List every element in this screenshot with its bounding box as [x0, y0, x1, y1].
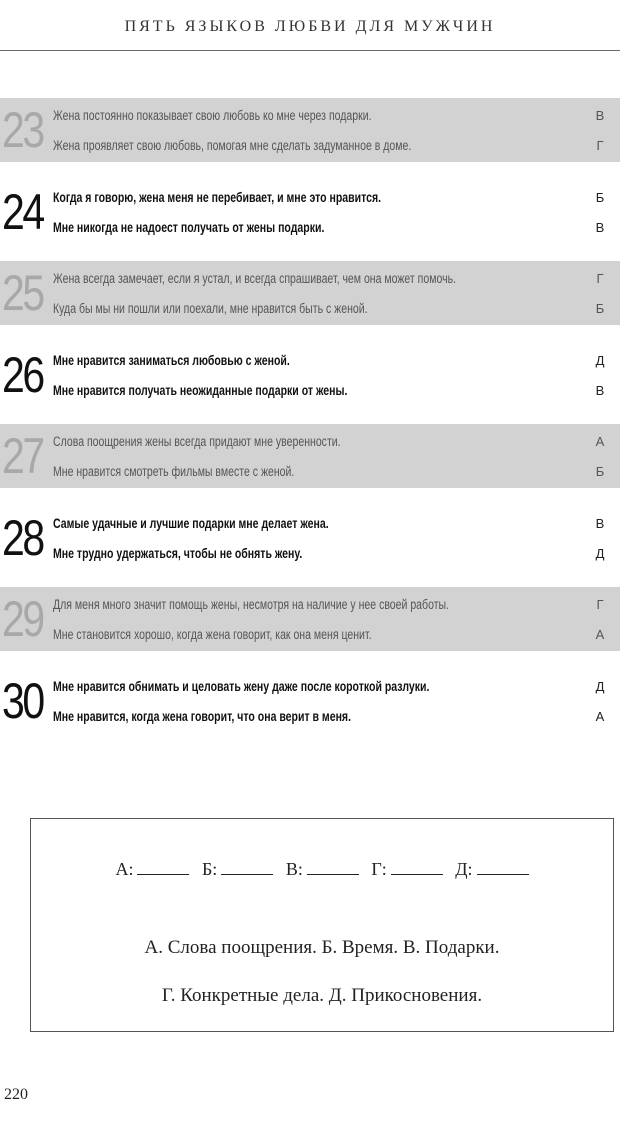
- question-number: 29: [2, 591, 43, 647]
- tally-d-blank[interactable]: [477, 860, 529, 875]
- category-letter-1: А: [595, 434, 605, 449]
- statement-option-2[interactable]: Куда бы мы ни пошли или поехали, мне нравится быть с женой.: [53, 301, 368, 316]
- tally-g-blank[interactable]: [391, 860, 443, 875]
- running-header: ПЯТЬ ЯЗЫКОВ ЛЮБВИ ДЛЯ МУЖЧИН: [124, 18, 496, 35]
- statement-option-1[interactable]: Мне нравится заниматься любовью с женой.: [53, 353, 290, 368]
- question-number: 28: [2, 510, 43, 566]
- question-number: 27: [2, 428, 43, 484]
- question-number: 26: [2, 347, 43, 403]
- question-23: [0, 98, 620, 162]
- question-28: [0, 506, 620, 570]
- category-letter-1: В: [595, 516, 605, 531]
- statement-option-2[interactable]: Мне становится хорошо, когда жена говорит, как она меня ценит.: [53, 627, 372, 642]
- category-letter-2: А: [595, 627, 605, 642]
- category-letter-2: А: [595, 709, 605, 724]
- category-letter-2: В: [595, 220, 605, 235]
- category-letter-1: Д: [595, 679, 605, 694]
- category-letter-1: Б: [595, 190, 605, 205]
- question-number: 24: [2, 184, 43, 240]
- statement-option-1[interactable]: Жена постоянно показывает свою любовь ко мне через подарки.: [53, 108, 372, 123]
- category-letter-2: Б: [595, 464, 605, 479]
- question-number: 30: [2, 673, 43, 729]
- statement-option-1[interactable]: Для меня много значит помощь жены, несмотря на наличие у нее своей работы.: [53, 597, 450, 612]
- tally-v: [286, 859, 359, 880]
- statement-option-1[interactable]: Слова поощрения жены всегда придают мне уверенности.: [53, 434, 341, 449]
- tally-a-blank[interactable]: [137, 860, 189, 875]
- question-number: 25: [2, 265, 43, 321]
- category-letter-2: Г: [596, 138, 604, 153]
- statement-option-2[interactable]: Мне нравится получать неожиданные подарки от жены.: [53, 383, 348, 398]
- tally-b-label: Б:: [201, 859, 218, 879]
- tally-d-label: Д:: [455, 859, 473, 879]
- question-25: [0, 261, 620, 325]
- tally-v-blank[interactable]: [307, 860, 359, 875]
- statement-option-1[interactable]: Мне нравится обнимать и целовать жену даже после короткой разлуки.: [53, 679, 430, 694]
- tally-a: [115, 859, 189, 880]
- question-29: [0, 587, 620, 651]
- statement-option-2[interactable]: Мне нравится смотреть фильмы вместе с женой.: [53, 464, 295, 479]
- category-letter-1: В: [595, 108, 605, 123]
- question-30: [0, 669, 620, 733]
- statement-option-1[interactable]: Самые удачные и лучшие подарки мне делает жена.: [53, 516, 329, 531]
- statement-option-2[interactable]: Мне трудно удержаться, чтобы не обнять жену.: [53, 546, 303, 561]
- tally-g-label: Г:: [371, 859, 387, 879]
- category-letter-1: Д: [595, 353, 605, 368]
- statement-option-1[interactable]: Жена всегда замечает, если я устал, и всегда спрашивает, чем она может помочь.: [53, 271, 457, 286]
- question-number: 23: [2, 102, 43, 158]
- tally-b-blank[interactable]: [221, 860, 273, 875]
- statement-option-2[interactable]: Мне никогда не надоест получать от жены подарки.: [53, 220, 325, 235]
- category-letter-2: Б: [595, 301, 605, 316]
- tally-d: [455, 859, 528, 880]
- category-letter-2: Д: [595, 546, 605, 561]
- legend-line-1: А. Слова поощрения. Б. Время. В. Подарки.: [144, 937, 500, 958]
- page-number: 220: [4, 1086, 28, 1103]
- tally-row: [31, 859, 613, 880]
- legend-line-2: Г. Конкретные дела. Д. Прикосновения.: [161, 985, 483, 1006]
- question-24: [0, 180, 620, 244]
- tally-g: [371, 859, 442, 880]
- tally-box: [30, 818, 614, 1032]
- category-letter-2: В: [595, 383, 605, 398]
- tally-a-label: А:: [115, 859, 134, 879]
- statement-option-2[interactable]: Жена проявляет свою любовь, помогая мне сделать задуманное в доме.: [53, 138, 412, 153]
- statement-option-1[interactable]: Когда я говорю, жена меня не перебивает, и мне это нравится.: [53, 190, 382, 205]
- category-letter-1: Г: [596, 597, 604, 612]
- statement-option-2[interactable]: Мне нравится, когда жена говорит, что она верит в меня.: [53, 709, 352, 724]
- header-divider: [0, 50, 620, 51]
- question-27: [0, 424, 620, 488]
- category-letter-1: Г: [596, 271, 604, 286]
- tally-b: [202, 859, 273, 880]
- tally-v-label: В:: [285, 859, 303, 879]
- question-26: [0, 343, 620, 407]
